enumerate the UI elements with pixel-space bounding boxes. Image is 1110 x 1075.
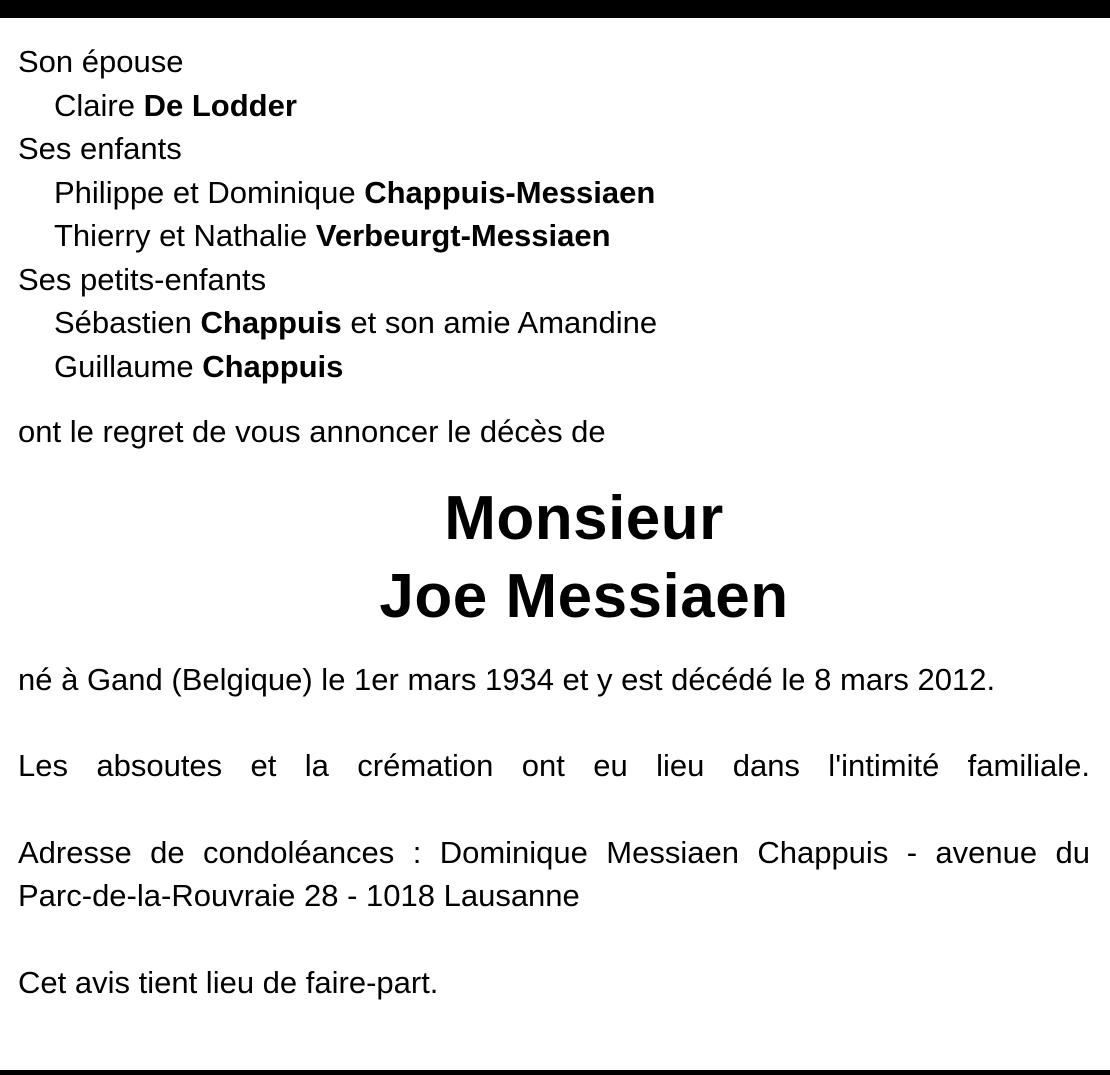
birth-death-text: né à Gand (Belgique) le 1er mars 1934 et y est décédé le 8 mars 2012.	[18, 661, 996, 697]
child-last-name: Verbeurgt-Messiaen	[315, 218, 611, 253]
spouse-first-name: Claire	[54, 87, 135, 123]
child-entry	[18, 214, 1090, 258]
condolences-line-2: Parc-de-la-Rouvraie 28 - 1018 Lausanne	[18, 878, 580, 913]
bottom-border-rule	[0, 1070, 1110, 1075]
grandchild-last-name: Chappuis	[202, 348, 344, 384]
grandchild-suffix: et son amie Amandine	[350, 305, 658, 340]
grandchild-last-name: Chappuis	[200, 305, 342, 340]
condolences-address	[18, 831, 1090, 918]
grandchild-entry	[18, 301, 1090, 345]
grandchild-first-name: Guillaume	[54, 348, 194, 384]
child-last-name: Chappuis-Messiaen	[364, 174, 656, 210]
top-border-rule	[0, 0, 1110, 18]
child-first-names: Philippe et Dominique	[54, 174, 356, 210]
announcement-text: ont le regret de vous annoncer le décès de	[18, 414, 606, 449]
deceased-name-block	[18, 480, 1090, 636]
grandchild-entry	[18, 345, 1090, 389]
grandchild-first-name: Sébastien	[54, 305, 192, 340]
deceased-title: Monsieur	[444, 483, 724, 553]
spouse-heading: Son épouse	[18, 44, 184, 79]
death-notice	[18, 40, 1090, 1004]
ceremony-text: Les absoutes et la crémation ont eu lieu dans l'intimité familiale.	[18, 748, 1090, 783]
spouse-name	[18, 84, 1090, 128]
spouse-last-name: De Lodder	[143, 87, 297, 123]
deceased-name: Joe Messiaen	[379, 561, 789, 631]
grandchildren-heading: Ses petits-enfants	[18, 261, 267, 297]
child-entry	[18, 171, 1090, 215]
closing-text: Cet avis tient lieu de faire-part.	[18, 964, 439, 1000]
child-first-names: Thierry et Nathalie	[54, 218, 308, 253]
condolences-line-1: Adresse de condoléances : Dominique Messiaen Chappuis - avenue du	[18, 834, 1090, 870]
children-heading: Ses enfants	[18, 131, 182, 166]
